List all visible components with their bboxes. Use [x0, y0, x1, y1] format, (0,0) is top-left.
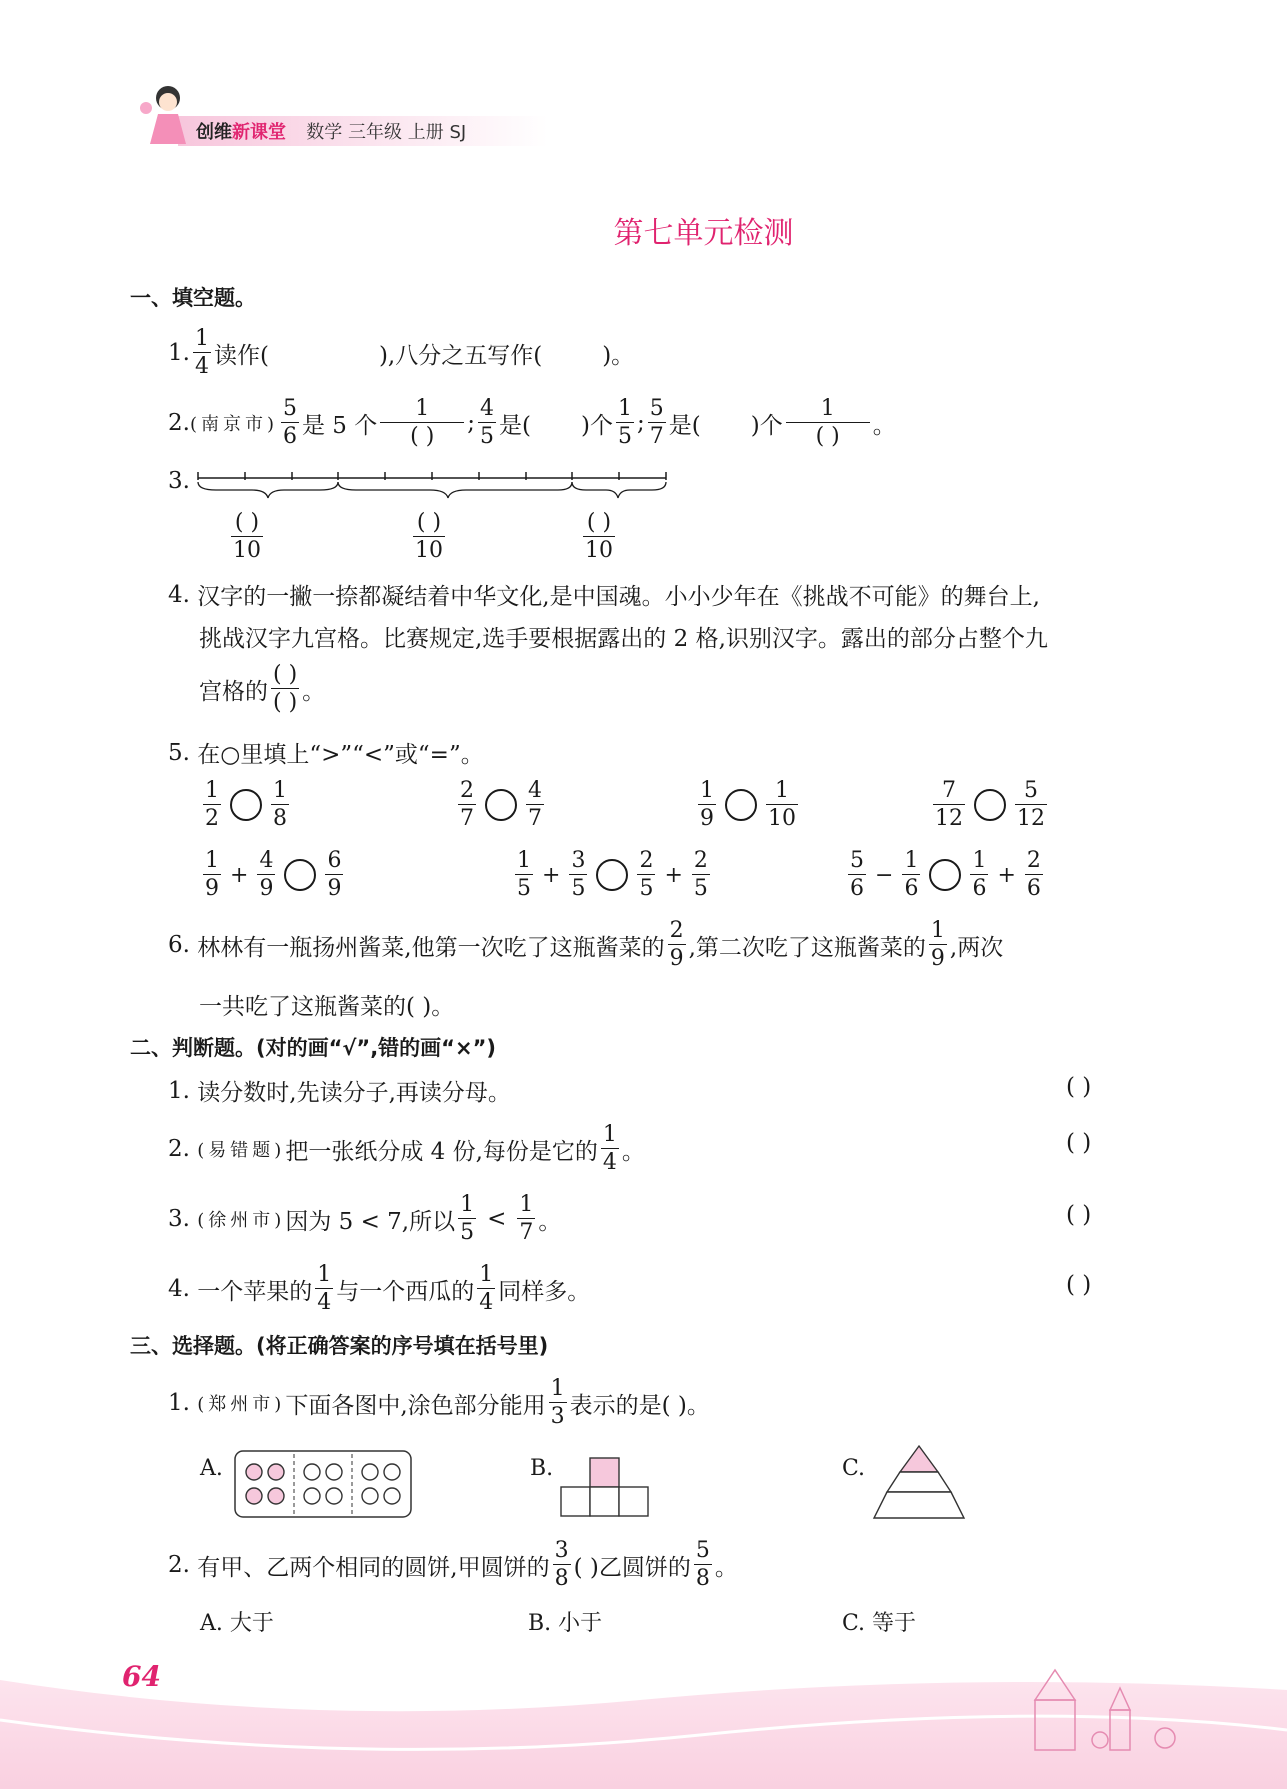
fraction-blank: $\frac{1}{( )}$: [380, 398, 464, 448]
answer-paren[interactable]: ( ): [1066, 1130, 1092, 1156]
compare-item: $\frac{7}{12}$ $\frac{5}{12}$: [935, 778, 1045, 831]
fraction: $\frac{1}{5}$: [617, 396, 632, 449]
q1-5: 5. 在○里填上“>”“<”或“=”。: [168, 739, 484, 768]
answer-circle[interactable]: [974, 789, 1006, 821]
fraction: $\frac{1}{4}$: [194, 326, 209, 379]
brand-part-b: 新课堂: [232, 122, 286, 143]
compare-item: $\frac{5}{6}$ − $\frac{1}{6}$ $\frac{1}{6}$ + $\frac{2}{6}$: [850, 848, 1041, 901]
number-line-label-3: $\frac{( )}{10}$: [585, 510, 613, 563]
option-a-figure: [234, 1450, 414, 1520]
compare-item: $\frac{1}{9}$ $\frac{1}{10}$: [700, 778, 796, 831]
q1-4-line3: 宫格的 $\frac{( )}{( )}$ 。: [199, 662, 326, 715]
answer-circle[interactable]: [725, 789, 757, 821]
fraction: $\frac{5}{7}$: [649, 396, 664, 449]
answer-circle[interactable]: [596, 859, 628, 891]
choice-c[interactable]: C. 等于: [842, 1611, 917, 1636]
page-number: 64: [122, 1660, 161, 1693]
option-a-label: A.: [200, 1456, 223, 1481]
brand-part-a: 创维: [196, 122, 232, 143]
q1-4-line1: 4. 汉字的一撇一捺都凝结着中华文化,是中国魂。小小少年在《挑战不可能》的舞台上,: [168, 581, 1040, 610]
number-line-label-1: $\frac{( )}{10}$: [233, 510, 261, 563]
answer-paren[interactable]: ( ): [1066, 1074, 1092, 1100]
q-number: 1.: [168, 340, 190, 366]
answer-paren[interactable]: ( ): [1066, 1202, 1092, 1228]
q2-4: 4. 一个苹果的 $\frac{1}{4}$ 与一个西瓜的 $\frac{1}{4}$ 同样多。: [168, 1262, 591, 1315]
q2-1: 1. 读分数时,先读分子,再读分母。: [168, 1077, 511, 1106]
option-b-figure: [560, 1456, 652, 1520]
q1-1: 1. $\frac{1}{4}$ 读作( ),八分之五写作( )。: [168, 326, 635, 379]
q2-3: 3. (徐州市) 因为 5 < 7,所以 $\frac{1}{5}$ < $\frac{1}{7}$ 。: [168, 1192, 562, 1245]
fraction-blank: $\frac{( )}{( )}$: [273, 662, 298, 715]
header-brand: [196, 118, 466, 144]
option-c-figure: [872, 1442, 966, 1522]
section-1-label: 一、填空题。: [130, 286, 256, 310]
answer-circle[interactable]: [284, 859, 316, 891]
fraction: $\frac{5}{6}$: [283, 396, 297, 449]
answer-paren[interactable]: ( ): [1066, 1272, 1092, 1298]
q1-2: 2. (南京市) $\frac{5}{6}$ 是 5 个 $\frac{1}{( )}$ ; $\frac{4}{5}$ 是( )个 $\frac{1}{5}$ ; $\frac{5}{7}$ 是( )个 $\frac{1}{( )}$ 。: [168, 396, 896, 449]
answer-circle[interactable]: [929, 859, 961, 891]
header-subject: 数学 三年级 上册 SJ: [306, 122, 467, 143]
number-line-diagram: [196, 470, 676, 510]
q2-2: 2. (易错题) 把一张纸分成 4 份,每份是它的 $\frac{1}{4}$ 。: [168, 1122, 645, 1175]
section-3-label: 三、选择题。(将正确答案的序号填在括号里): [130, 1334, 549, 1358]
option-c-label: C.: [842, 1456, 866, 1481]
fraction-blank: $\frac{1}{( )}$: [786, 398, 870, 448]
option-b-label: B.: [530, 1456, 554, 1481]
fraction: $\frac{4}{5}$: [480, 396, 495, 449]
page-title: 第七单元检测: [613, 216, 794, 251]
compare-item: $\frac{1}{5}$ + $\frac{3}{5}$ $\frac{2}{5}$ + $\frac{2}{5}$: [517, 848, 708, 901]
q1-6-line2: 一共吃了这瓶酱菜的( )。: [199, 994, 455, 1020]
q3-2: 2. 有甲、乙两个相同的圆饼,甲圆饼的 $\frac{3}{8}$ ( )乙圆饼的 $\frac{5}{8}$ 。: [168, 1538, 738, 1591]
compare-item: $\frac{1}{2}$ $\frac{1}{8}$: [205, 778, 287, 831]
answer-circle[interactable]: [230, 789, 262, 821]
number-line-label-2: $\frac{( )}{10}$: [415, 510, 443, 563]
q1-6-line1: 6. 林林有一瓶扬州酱菜,他第一次吃了这瓶酱菜的 $\frac{2}{9}$ ,第二次吃了这瓶酱菜的 $\frac{1}{9}$ ,两次: [168, 918, 1004, 971]
compare-item: $\frac{2}{7}$ $\frac{4}{7}$: [460, 778, 542, 831]
q1-3: 3.: [168, 468, 190, 494]
compare-item: $\frac{1}{9}$ + $\frac{4}{9}$ $\frac{6}{9}$: [205, 848, 342, 901]
q1-4-line2: 挑战汉字九宫格。比赛规定,选手要根据露出的 2 格,识别汉字。露出的部分占整个九: [199, 626, 1048, 652]
choice-a[interactable]: A. 大于: [200, 1611, 274, 1636]
choice-b[interactable]: B. 小于: [528, 1611, 603, 1636]
footer-wave-decoration: [0, 1640, 1287, 1789]
answer-circle[interactable]: [485, 789, 517, 821]
section-2-label: 二、判断题。(对的画“√”,错的画“×”): [130, 1036, 496, 1060]
q3-1: 1. (郑州市) 下面各图中,涂色部分能用 $\frac{1}{3}$ 表示的是( )。: [168, 1376, 710, 1429]
